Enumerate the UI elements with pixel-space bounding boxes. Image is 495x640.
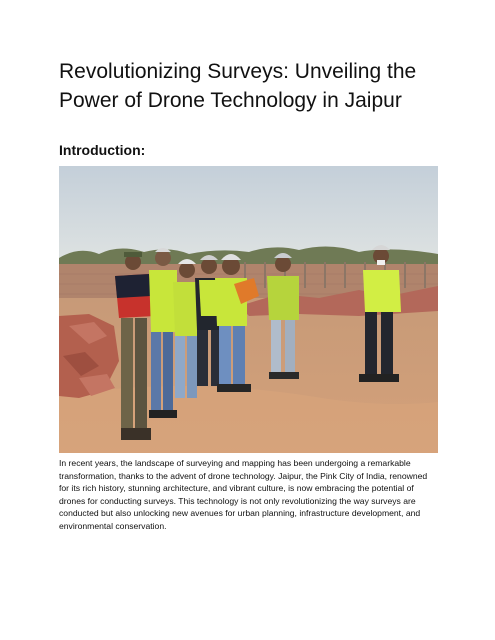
document-title: Revolutionizing Surveys: Unveiling the Power of Drone Technology in Jaipur	[59, 60, 417, 112]
introduction-paragraph: In recent years, the landscape of surveying and mapping has been undergoing a remarkable transformation, thanks to the advent of drone technology. Jaipur, the Pink City of India, renowned for its rich history, stunning architecture, and vibrant culture, is now embracing the potential of drones for conducting surveys. This technology is not only revolutionizing the way surveys are conducted but also unlocking new avenues for urban planning, infrastructure development, and environmental conservation.	[59, 458, 428, 531]
stone-pile	[59, 314, 119, 398]
person-vest-1	[149, 248, 177, 418]
survey-team-photo	[59, 166, 438, 453]
section-heading: Introduction:	[59, 142, 146, 158]
